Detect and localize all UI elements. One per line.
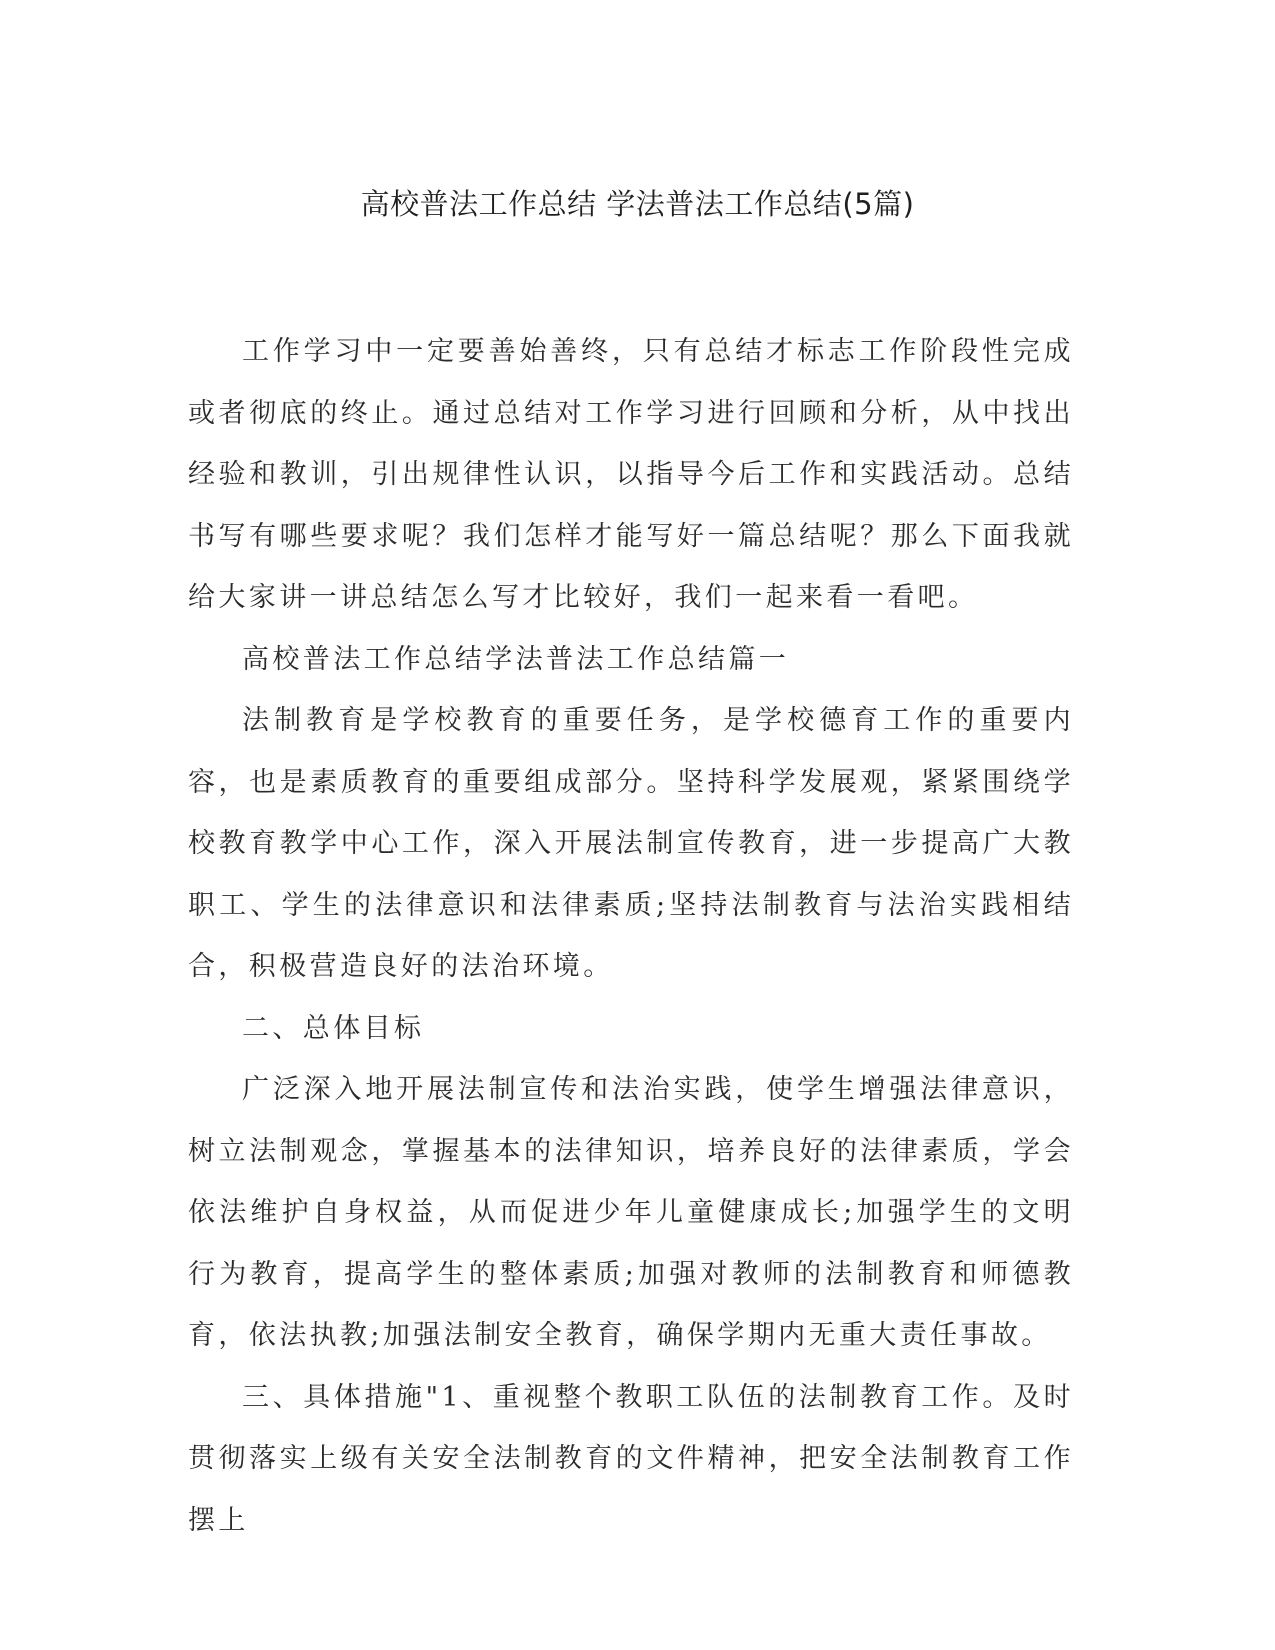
body-paragraph: 法制教育是学校教育的重要任务，是学校德育工作的重要内容，也是素质教育的重要组成部分。坚持科学发展观，紧紧围绕学校教育教学中心工作，深入开展法制宣传教育，进一步提高广大教职工、学生的法律意识和法律素质;坚持法制教育与法治实践相结合，积极营造良好的法治环境。 (188, 705, 1074, 982)
intro-paragraph: 工作学习中一定要善始善终，只有总结才标志工作阶段性完成或者彻底的终止。通过总结对工作学习进行回顾和分析，从中找出经验和教训，引出规律性认识，以指导今后工作和实践活动。总结书写有哪些要求呢？我们怎样才能写好一篇总结呢？那么下面我就给大家讲一讲总结怎么写才比较好，我们一起来看一看吧。 (188, 336, 1074, 613)
document-title: 高校普法工作总结 学法普法工作总结(5篇) (360, 187, 915, 221)
section-heading-overall-goals: 二、总体目标 (242, 1012, 425, 1044)
document-body (188, 321, 1074, 1551)
section-heading-part-one: 高校普法工作总结学法普法工作总结篇一 (242, 643, 790, 675)
body-paragraph: 广泛深入地开展法制宣传和法治实践，使学生增强法律意识，树立法制观念，掌握基本的法律知识，培养良好的法律素质，学会依法维护自身权益，从而促进少年儿童健康成长;加强学生的文明行为教育，提高学生的整体素质;加强对教师的法制教育和师德教育，依法执教;加强法制安全教育，确保学期内无重大责任事故。 (188, 1074, 1074, 1351)
section-measures-paragraph: 三、具体措施"1、重视整个教职工队伍的法制教育工作。及时贯彻落实上级有关安全法制教育的文件精神，把安全法制教育工作摆上 (188, 1381, 1074, 1536)
